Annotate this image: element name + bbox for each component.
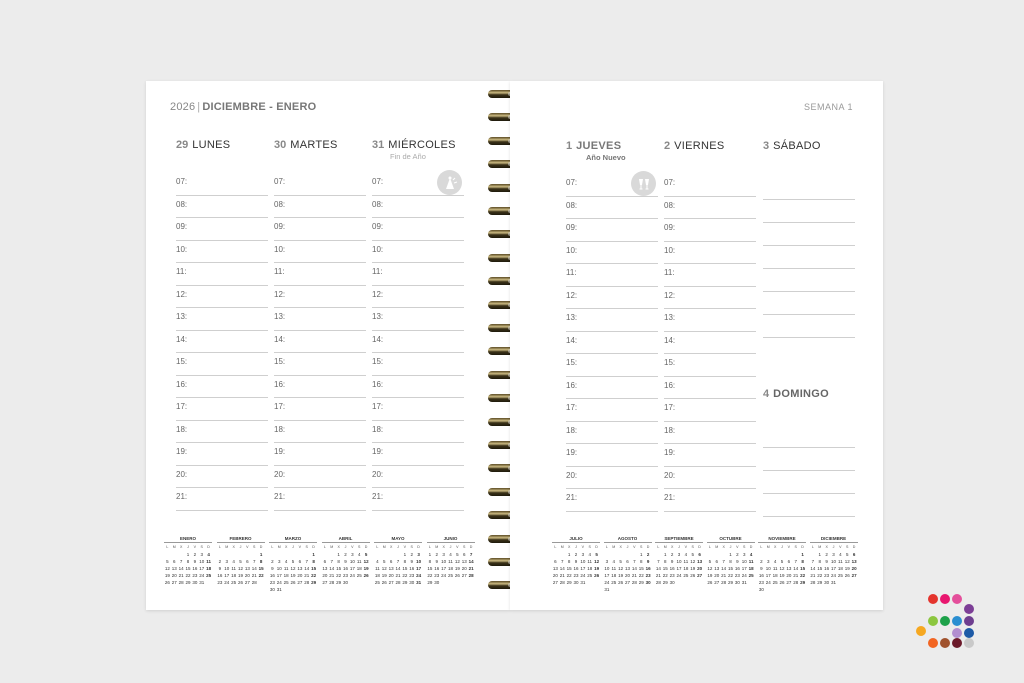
day-number: 3 [763,140,770,152]
hour-slot: 20: [566,467,658,490]
day-number: 1 [566,140,573,152]
mini-calendar-month [604,536,652,593]
hour-slot: 12: [176,286,268,309]
weekday-header-row: L M X J V S D [218,545,263,549]
hour-slot: 15: [372,353,464,376]
month-name: SEPTIEMBRE [664,536,694,541]
hour-slot: 18: [176,421,268,444]
day-name: MARTES [290,139,338,151]
mini-calendar-month [322,536,370,586]
week-row: 9 10 11 12 13 14 15 [271,566,317,571]
week-row: 13 14 15 16 17 18 19 [552,566,600,571]
hour-slot: 15: [664,354,756,377]
week-row: 30 [758,587,764,592]
hour-slot: 15: [274,353,366,376]
day-name: LUNES [192,139,231,151]
color-swatch-logo [914,592,978,652]
color-dot [952,616,962,626]
header-month-range: DICIEMBRE - ENERO [202,101,317,113]
week-row: 1 2 3 4 5 [567,552,598,557]
week-row: 5 6 7 8 9 10 11 [708,559,754,564]
hour-slot: 12: [274,286,366,309]
weekday-header-row: L M X J V S D [657,545,701,549]
hour-slot: 10: [372,241,464,264]
page-header [170,101,316,113]
week-row: 29 30 [427,580,440,585]
month-name: ABRIL [338,536,353,541]
hour-slot: 11: [176,263,268,286]
month-name: DICIEMBRE [820,536,847,541]
week-row: 2 3 4 5 6 7 8 [271,559,315,564]
week-row: 11 12 13 14 15 16 17 [375,566,422,571]
hour-slot: 10: [274,241,366,264]
hour-slot: 16: [176,376,268,399]
hour-slot: 09: [274,218,366,241]
color-dot [964,628,974,638]
month-name: FEBRERO [229,536,252,541]
day-name: MIÉRCOLES [388,139,456,151]
week-row: 20 21 22 23 24 25 26 [552,573,600,578]
month-name: MARZO [284,536,302,541]
month-name: OCTUBRE [719,536,742,541]
hour-slot: 07: [664,174,756,197]
week-row: 19 20 21 22 23 24 25 [707,573,754,578]
hour-slot: 11: [372,263,464,286]
week-row: 28 29 30 [655,580,675,585]
hour-slot: 16: [664,377,756,400]
header-year: 2026 [170,101,196,113]
color-dot [964,604,974,614]
week-row: 16 17 18 19 20 21 22 [217,573,264,578]
week-row: 23 24 25 26 27 28 29 [269,580,317,585]
color-dot [928,594,938,604]
hour-slot: 09: [566,219,658,242]
mini-calendar-month [707,536,755,586]
hour-slot: 08: [176,196,268,219]
week-row: 28 29 30 31 [810,580,837,585]
month-name: JULIO [569,536,583,541]
hour-slot: 15: [176,353,268,376]
header-separator: | [197,101,201,113]
weekday-header-row: L M X J V S D [166,545,210,549]
color-dot [940,638,950,648]
day-column-sunday [763,388,855,402]
hour-slot: 16: [566,377,658,400]
note-line [763,268,855,269]
hour-slot: 11: [566,264,658,287]
day-column-monday [176,139,268,501]
week-row: 1 2 3 4 5 6 [664,552,701,557]
day-number: 31 [372,139,385,151]
week-row: 16 17 18 19 20 21 22 [758,573,806,578]
hour-slot: 09: [664,219,756,242]
day-column-thursday [566,140,658,502]
party-hat-icon [437,170,462,195]
hour-slot: 19: [176,443,268,466]
week-row: 14 15 16 17 18 19 20 [655,566,703,571]
color-dot [940,616,950,626]
hour-slot: 12: [566,287,658,310]
weekday-header-row: L M X J V S D [271,545,315,549]
week-row: 14 15 16 17 18 19 20 [810,566,857,571]
week-row: 30 31 [269,587,282,592]
hour-slot: 07: [274,173,366,196]
week-row: 26 27 28 29 30 31 [164,580,205,585]
hour-slot: 07: [372,173,464,196]
weekday-header-row: L M X J V S D [376,545,420,549]
week-row: 15 16 17 18 19 20 21 [427,566,474,571]
left-page [146,81,510,610]
hour-slot: 14: [372,331,464,354]
hour-slot: 18: [664,422,756,445]
hour-slot: 19: [274,443,366,466]
hour-slot: 17: [566,399,658,422]
weekday-header-row: L M X J V S D [554,545,598,549]
week-row: 1 2 3 4 5 6 [818,552,856,557]
holiday-label: Año Nuevo [586,153,626,162]
toast-glasses-icon [631,171,656,196]
hour-slot: 07: [176,173,268,196]
hour-slot: 17: [274,398,366,421]
day-header [372,139,464,153]
hour-slot: 12: [372,286,464,309]
day-header [763,140,855,154]
week-row: 12 13 14 15 16 17 18 [164,566,212,571]
note-line [763,245,855,246]
mini-calendar-month [164,536,212,586]
hour-slot: 14: [274,331,366,354]
hour-slot: 08: [566,197,658,220]
day-name: SÁBADO [773,140,821,152]
hour-slot: 15: [566,354,658,377]
week-row: 9 10 11 12 13 14 15 [218,566,264,571]
hour-slot: 18: [372,421,464,444]
day-header [274,139,366,153]
hour-slot: 12: [664,287,756,310]
day-column-saturday [763,140,855,154]
hour-slot: 10: [566,242,658,265]
weekday-header-row: L M X J V S D [811,545,856,549]
week-row: 1 2 3 [403,552,420,557]
hour-slot: 17: [372,398,464,421]
hour-slot: 13: [566,309,658,332]
hour-slot: 11: [664,264,756,287]
mini-calendar-month [269,536,317,593]
note-line [763,516,855,517]
week-row: 1 [312,552,315,557]
right-page [510,81,883,610]
week-row: 21 22 23 24 25 26 27 [810,573,857,578]
hour-slot: 13: [274,308,366,331]
hour-slot: 18: [566,422,658,445]
hour-slot: 08: [372,196,464,219]
note-line [763,222,855,223]
week-row: 1 2 3 4 5 6 7 [428,552,473,557]
mini-calendar-month [427,536,475,586]
day-name: VIERNES [674,140,725,152]
hour-slot: 20: [176,466,268,489]
week-row: 1 [801,552,804,557]
week-row: 27 28 29 30 [322,580,349,585]
week-row: 12 13 14 15 16 17 18 [707,566,754,571]
mini-calendar-month [758,536,806,593]
hour-slot: 10: [176,241,268,264]
day-header [763,388,855,402]
week-row: 20 21 22 23 24 25 26 [322,573,369,578]
week-row: 22 23 24 25 26 27 28 [427,573,474,578]
color-dot [916,626,926,636]
month-name: ENERO [179,536,196,541]
day-number: 2 [664,140,671,152]
week-row: 5 6 7 8 9 10 11 [166,559,211,564]
hour-slot: 16: [372,376,464,399]
hour-slot: 14: [664,332,756,355]
day-header [176,139,268,153]
note-line [763,314,855,315]
week-row: 23 24 25 26 27 28 [217,580,257,585]
week-row: 1 2 3 4 [186,552,210,557]
hour-slot: 17: [176,398,268,421]
week-row: 6 7 8 9 10 11 12 [323,559,369,564]
week-row: 3 4 5 6 7 8 9 [605,559,650,564]
holiday-label: Fin de Año [390,152,426,161]
note-line [763,493,855,494]
day-number: 29 [176,139,189,151]
day-number: 30 [274,139,287,151]
color-dot [928,638,938,648]
weekday-header-row: L M X J V S D [605,545,650,549]
color-dot [964,638,974,648]
hour-slot: 19: [664,444,756,467]
weekday-header-row: L M X J V S D [760,545,804,549]
hour-slot: 07: [566,174,658,197]
month-name: MAYO [391,536,405,541]
mini-calendar-month [810,536,858,586]
week-row: 6 7 8 9 10 11 12 [554,559,600,564]
hour-slot: 13: [176,308,268,331]
week-row: 2 3 4 5 6 7 8 [218,559,263,564]
week-row: 2 3 4 5 6 7 8 [760,559,804,564]
hour-slot: 08: [664,197,756,220]
color-dot [928,616,938,626]
week-row: 1 2 [639,552,650,557]
week-row: 16 17 18 19 20 21 22 [269,573,317,578]
hour-slot: 21: [274,488,366,511]
day-number: 4 [763,388,770,400]
color-dot [940,594,950,604]
month-name: AGOSTO [617,536,638,541]
week-row: 26 27 28 29 30 31 [707,580,747,585]
week-row: 7 8 9 10 11 12 13 [657,559,703,564]
day-column-friday [664,140,756,502]
week-row: 23 24 25 26 27 28 29 [758,580,806,585]
note-line [763,291,855,292]
hour-slot: 08: [274,196,366,219]
hour-slot: 20: [372,466,464,489]
hour-slot: 18: [274,421,366,444]
mini-calendar-month [552,536,600,586]
hour-slot: 14: [176,331,268,354]
day-column-wednesday [372,139,464,501]
note-line [763,470,855,471]
week-row: 25 26 27 28 29 30 31 [374,580,422,585]
mini-calendar-month [655,536,703,586]
week-row: 21 22 23 24 25 26 27 [655,573,703,578]
month-name: JUNIO [443,536,458,541]
hour-slot: 17: [664,399,756,422]
mini-calendar-month [217,536,265,586]
color-dot [952,594,962,604]
week-row: 9 10 11 12 13 14 15 [760,566,806,571]
day-name: JUEVES [576,140,622,152]
color-dot [952,638,962,648]
color-dot [964,616,974,626]
note-line [763,447,855,448]
hour-slot: 13: [664,309,756,332]
hour-slot: 19: [566,444,658,467]
day-header [664,140,756,154]
week-label: SEMANA 1 [803,102,853,112]
weekday-header-row: L M X J V S D [428,545,473,549]
week-row: 10 11 12 13 14 15 16 [604,566,651,571]
hour-slot: 09: [176,218,268,241]
week-row: 1 [259,552,263,557]
color-dot [952,628,962,638]
week-row: 8 9 10 11 12 13 14 [428,559,474,564]
hour-slot: 16: [274,376,366,399]
week-row: 1 2 3 4 [729,552,753,557]
hour-slot: 21: [372,488,464,511]
hour-slot: 10: [664,242,756,265]
week-row: 7 8 9 10 11 12 13 [811,559,857,564]
hour-slot: 20: [664,467,756,490]
weekday-header-row: L M X J V S D [323,545,368,549]
hour-slot: 20: [274,466,366,489]
hour-slot: 13: [372,308,464,331]
hour-slot: 19: [372,443,464,466]
hour-slot: 11: [274,263,366,286]
note-line [763,337,855,338]
hour-slot: 21: [176,488,268,511]
week-row: 31 [604,587,610,592]
week-row: 24 25 26 27 28 29 30 [604,580,651,585]
hour-slot: 09: [372,218,464,241]
week-row: 18 19 20 21 22 23 24 [374,573,422,578]
day-name: DOMINGO [773,388,830,400]
weekday-header-row: L M X J V S D [708,545,753,549]
week-row: 17 18 19 20 21 22 23 [604,573,651,578]
hour-slot: 14: [566,332,658,355]
week-row: 13 14 15 16 17 18 19 [322,566,369,571]
month-name: NOVIEMBRE [768,536,796,541]
week-row: 27 28 29 30 31 [552,580,586,585]
day-column-tuesday [274,139,366,501]
week-row: 4 5 6 7 8 9 10 [376,559,422,564]
week-row: 1 2 3 4 5 [337,552,368,557]
day-header [566,140,658,154]
hour-slot: 21: [664,489,756,512]
note-line [763,199,855,200]
week-row: 19 20 21 22 23 24 25 [164,573,212,578]
mini-calendar-month [374,536,422,586]
hour-slot: 21: [566,489,658,512]
